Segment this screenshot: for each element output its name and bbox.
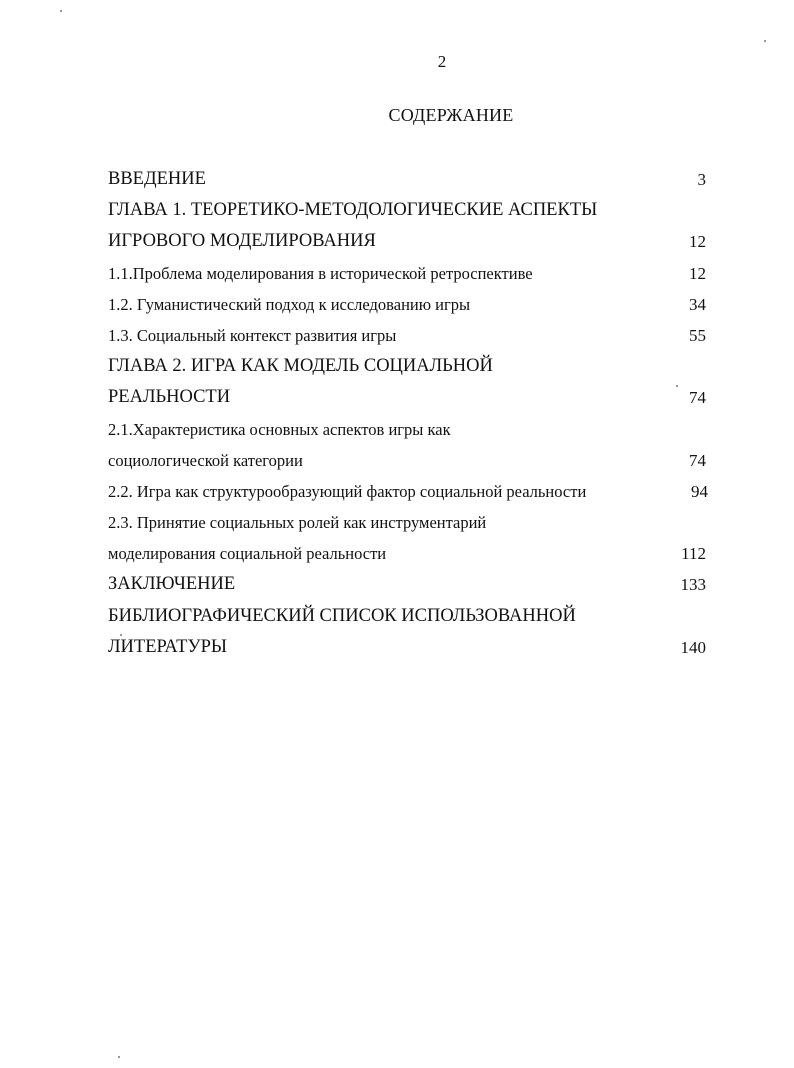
toc-entry-text: 2.3. Принятие социальных ролей как инструментарий <box>108 513 487 533</box>
toc-entry-section-2-3-line-1 <box>108 507 718 538</box>
scan-speck <box>60 10 62 12</box>
toc-entry-chapter-1-line-2 <box>108 226 718 257</box>
toc-entry-section-1-3 <box>108 320 718 351</box>
toc-entry-text: 2.2. Игра как структурообразующий фактор социальной реальности <box>108 481 587 501</box>
toc-entry-chapter-2-line-1 <box>108 351 718 382</box>
toc-entry-section-2-1-line-2 <box>108 445 718 476</box>
toc-entry-page: 55 <box>689 325 706 345</box>
toc-entry-text: ГЛАВА 2. ИГРА КАК МОДЕЛЬ СОЦИАЛЬНОЙ <box>108 356 493 377</box>
toc-entry-text: ИГРОВОГО МОДЕЛИРОВАНИЯ <box>108 231 376 252</box>
scan-speck <box>120 634 122 636</box>
toc-entry-section-2-3-line-2 <box>108 538 718 569</box>
toc-entry-page: 12 <box>689 263 706 283</box>
toc-entry-page: 3 <box>697 170 706 189</box>
toc-entry-page: 12 <box>689 232 706 252</box>
toc-entry-text: ВВЕДЕНИЕ <box>108 169 206 189</box>
toc-entry-chapter-2-line-2 <box>108 382 718 413</box>
toc-entry-text: БИБЛИОГРАФИЧЕСКИЙ СПИСОК ИСПОЛЬЗОВАННОЙ <box>108 605 576 626</box>
toc-entry-page: 74 <box>689 450 706 470</box>
toc-entry-page: 140 <box>680 637 706 657</box>
toc-entry-text: 1.3. Социальный контекст развития игры <box>108 325 397 345</box>
toc-entry-section-1-2 <box>108 289 718 320</box>
toc-entry-text: моделирования социальной реальности <box>108 544 387 564</box>
page-number: 2 <box>437 52 447 71</box>
toc-entry-text: 1.2. Гуманистический подход к исследованию игры <box>108 294 471 314</box>
scan-speck <box>676 385 678 387</box>
toc-entry-bibliography-line-1 <box>108 601 718 632</box>
toc-entry-page: 94 <box>691 481 708 501</box>
toc-entry-text: 1.1.Проблема моделирования в исторической ретроспективе <box>108 263 533 283</box>
toc-entry-text: социологической категории <box>108 450 303 470</box>
toc-entry-text: ГЛАВА 1. ТЕОРЕТИКО-МЕТОДОЛОГИЧЕСКИЕ АСПЕКТЫ <box>108 200 598 221</box>
toc-entry-page: 112 <box>681 544 706 564</box>
toc-title: СОДЕРЖАНИЕ <box>388 105 514 125</box>
scan-speck <box>118 1056 120 1058</box>
toc-entry-chapter-1-line-1 <box>108 195 718 226</box>
toc-entry-page: 34 <box>689 294 706 314</box>
toc-entry-section-2-1-line-1 <box>108 414 718 445</box>
toc-entry-section-1-1 <box>108 258 718 289</box>
toc-entry-page: 133 <box>680 575 706 595</box>
toc-entry-bibliography-line-2 <box>108 632 718 663</box>
table-of-contents <box>108 164 718 663</box>
scan-speck <box>764 40 766 42</box>
toc-entry-page: 74 <box>689 388 706 408</box>
toc-entry-section-2-2 <box>108 476 718 507</box>
toc-entry-introduction <box>108 164 718 195</box>
toc-entry-text: РЕАЛЬНОСТИ <box>108 387 231 408</box>
toc-entry-conclusion <box>108 569 718 600</box>
toc-entry-text: ЗАКЛЮЧЕНИЕ <box>108 574 236 595</box>
toc-entry-text: ЛИТЕРАТУРЫ <box>108 636 227 657</box>
toc-entry-text: 2.1.Характеристика основных аспектов игры как <box>108 419 451 439</box>
